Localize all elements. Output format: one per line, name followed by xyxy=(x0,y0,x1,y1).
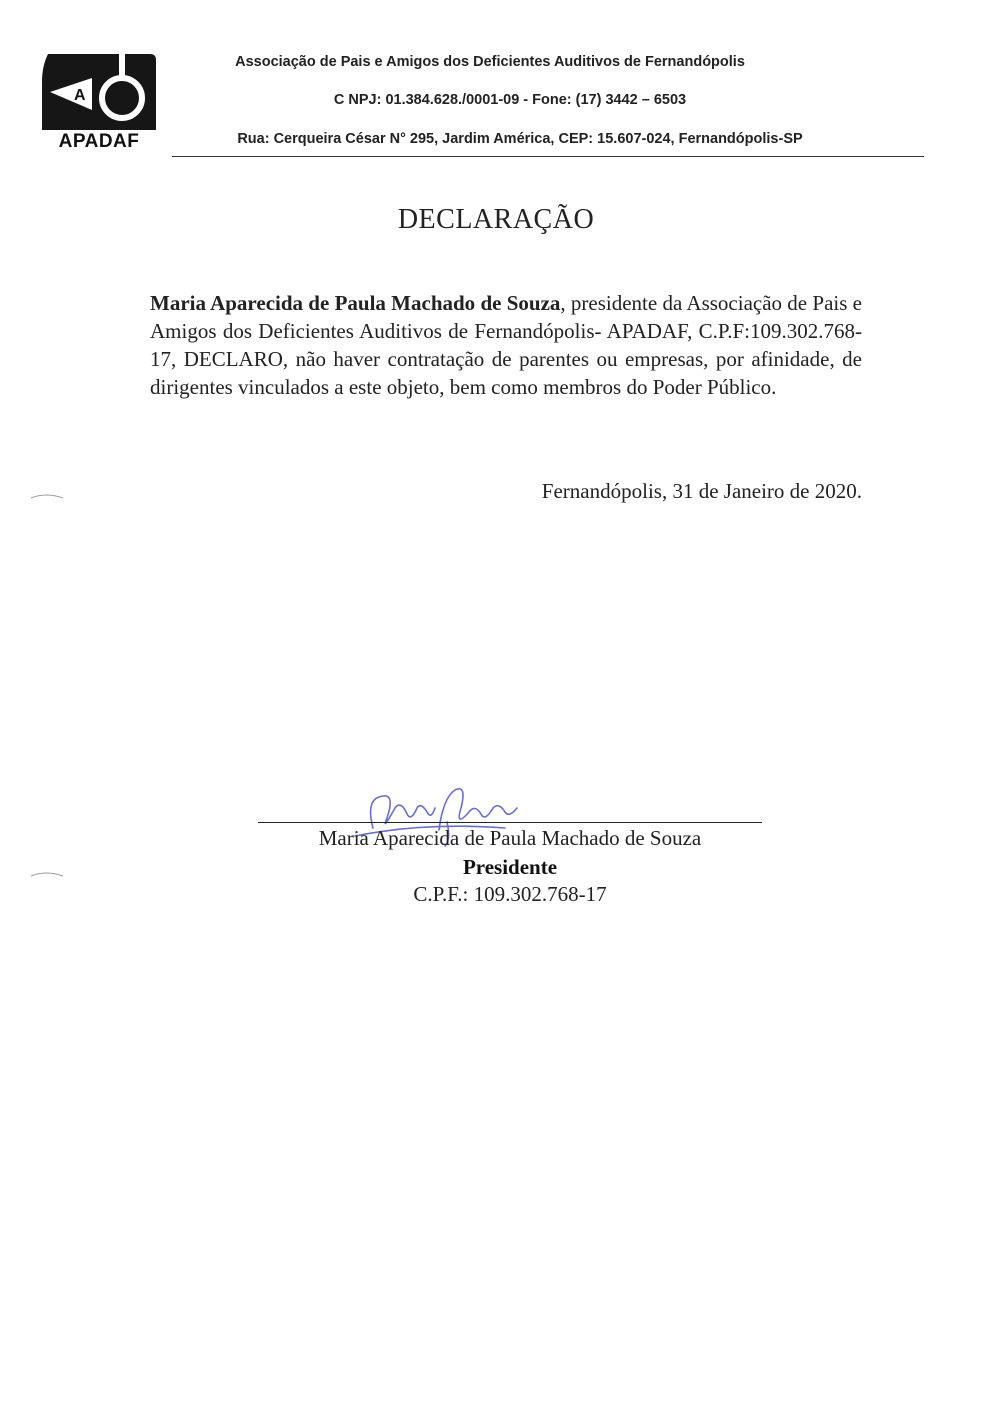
header-divider xyxy=(172,156,924,157)
organization-name: Associação de Pais e Amigos dos Deficientes Auditivos de Fernandópolis xyxy=(235,54,745,70)
logo-letter: A xyxy=(74,87,86,104)
document-title: DECLARAÇÃO xyxy=(397,204,595,235)
declaration-body xyxy=(150,289,862,401)
place-date: Fernandópolis, 31 de Janeiro de 2020. xyxy=(541,479,862,503)
logo-text: APADAF xyxy=(58,131,140,152)
address: Rua: Cerqueira César N° 295, Jardim América, CEP: 15.607-024, Fernandópolis-SP xyxy=(237,131,803,147)
cnpj-phone: C NPJ: 01.384.628./0001-09 - Fone: (17) 3442 – 6503 xyxy=(333,92,687,108)
scan-mark xyxy=(30,492,64,500)
signatory-cpf: C.P.F.: 109.302.768-17 xyxy=(413,882,607,906)
declarant-name: Maria Aparecida de Paula Machado de Souza xyxy=(150,291,561,315)
signatory-name: Maria Aparecida de Paula Machado de Souza xyxy=(318,826,702,850)
signature-line xyxy=(258,822,762,823)
declaration-text: , presidente da Associação de Pais e Amigos dos Deficientes Auditivos de Fernandópolis- APADAF, C.P.F:109.302.768-17, DECLARO, não haver contratação de parentes ou empresas, por afinidade, de dirigentes vinculados a este objeto, bem como membros do Poder Público. xyxy=(150,291,862,399)
signatory-role: Presidente xyxy=(462,855,558,879)
